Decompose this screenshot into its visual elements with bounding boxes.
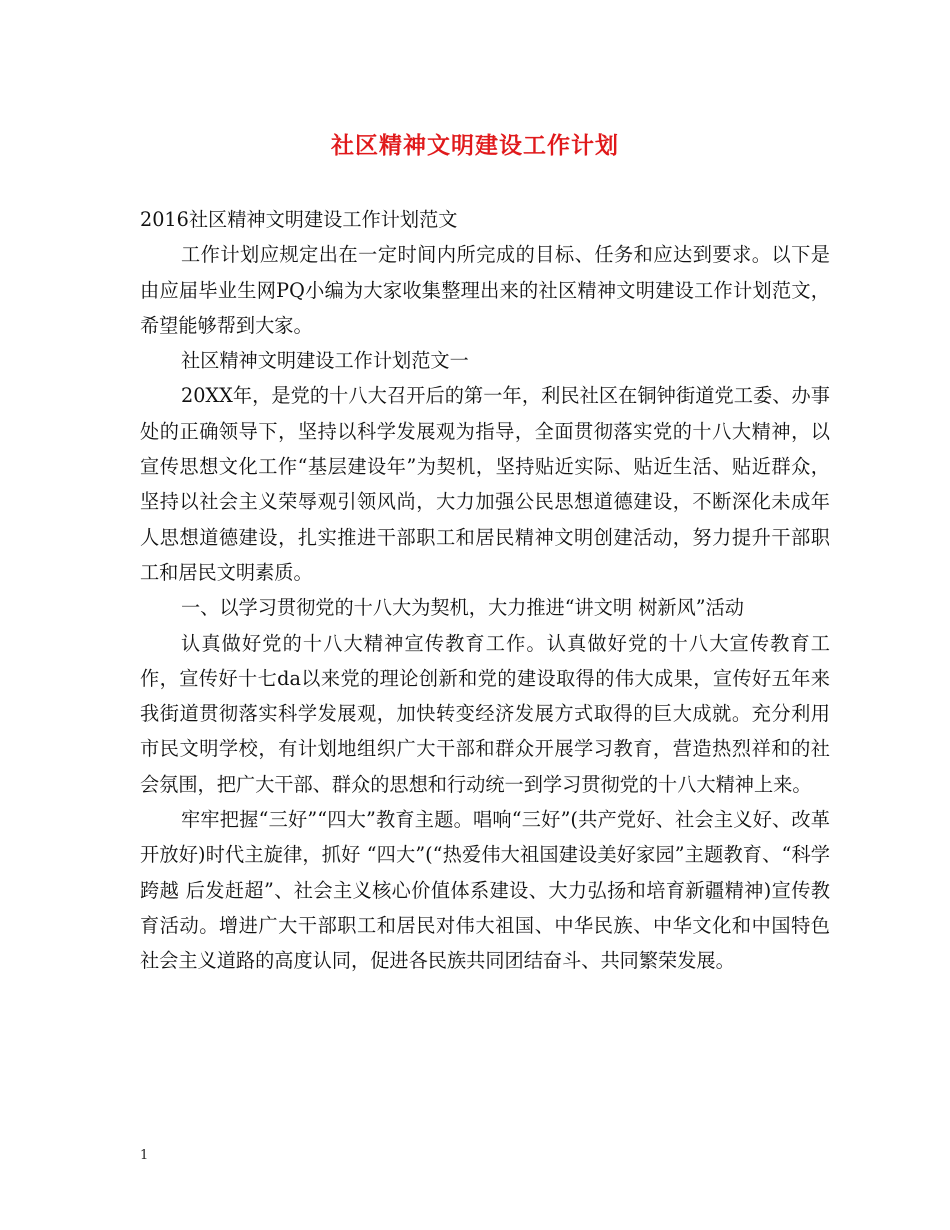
document-subtitle: 2016社区精神文明建设工作计划范文 xyxy=(140,208,458,231)
paragraph-education: 认真做好党的十八大精神宣传教育工作。认真做好党的十八大宣传教育工作，宣传好十七da以来党的理论创新和党的建设取得的伟大成果，宣传好五年来我街道贯彻落实科学发展观，加快转变经济发展方式取得的巨大成就。充分利用市民文明学校，有计划地组织广大干部和群众开展学习教育，营造热烈祥和的社会氛围，把广大干部、群众的思想和行动统一到学习贯彻党的十八大精神上来。 xyxy=(140,631,830,796)
document-body xyxy=(140,202,830,979)
section-heading: 社区精神文明建设工作计划范文一 xyxy=(181,349,469,373)
subsection-heading: 一、以学习贯彻党的十八大为契机，大力推进“讲文明 树新风”活动 xyxy=(181,596,744,620)
document-title: 社区精神文明建设工作计划 xyxy=(331,132,619,159)
paragraph-overview: 20XX年，是党的十八大召开后的第一年，利民社区在铜钟街道党工委、办事处的正确领导下，坚持以科学发展观为指导，全面贯彻落实党的十八大精神，以宣传思想文化工作“基层建设年”为契机，坚持贴近实际、贴近生活、贴近群众，坚持以社会主义荣辱观引领风尚，大力加强公民思想道德建设，不断深化未成年人思想道德建设，扎实推进干部职工和居民精神文明创建活动，努力提升干部职工和居民文明素质。 xyxy=(140,384,830,584)
paragraph-intro: 工作计划应规定出在一定时间内所完成的目标、任务和应达到要求。以下是由应届毕业生网PQ小编为大家收集整理出来的社区精神文明建设工作计划范文，希望能够帮到大家。 xyxy=(140,243,830,337)
paragraph-themes: 牢牢把握“三好”“四大”教育主题。唱响“三好”(共产党好、社会主义好、改革开放好)时代主旋律，抓好 “四大”(“热爱伟大祖国建设美好家园”主题教育、“科学跨越 后发赶超”、社会主义核心价值体系建设、大力弘扬和培育新疆精神)宣传教育活动。增进广大干部职工和居民对伟大祖国、中华民族、中华文化和中国特色社会主义道路的高度认同，促进各民族共同团结奋斗、共同繁荣发展。 xyxy=(140,808,830,973)
page-number: 1 xyxy=(140,1148,149,1163)
